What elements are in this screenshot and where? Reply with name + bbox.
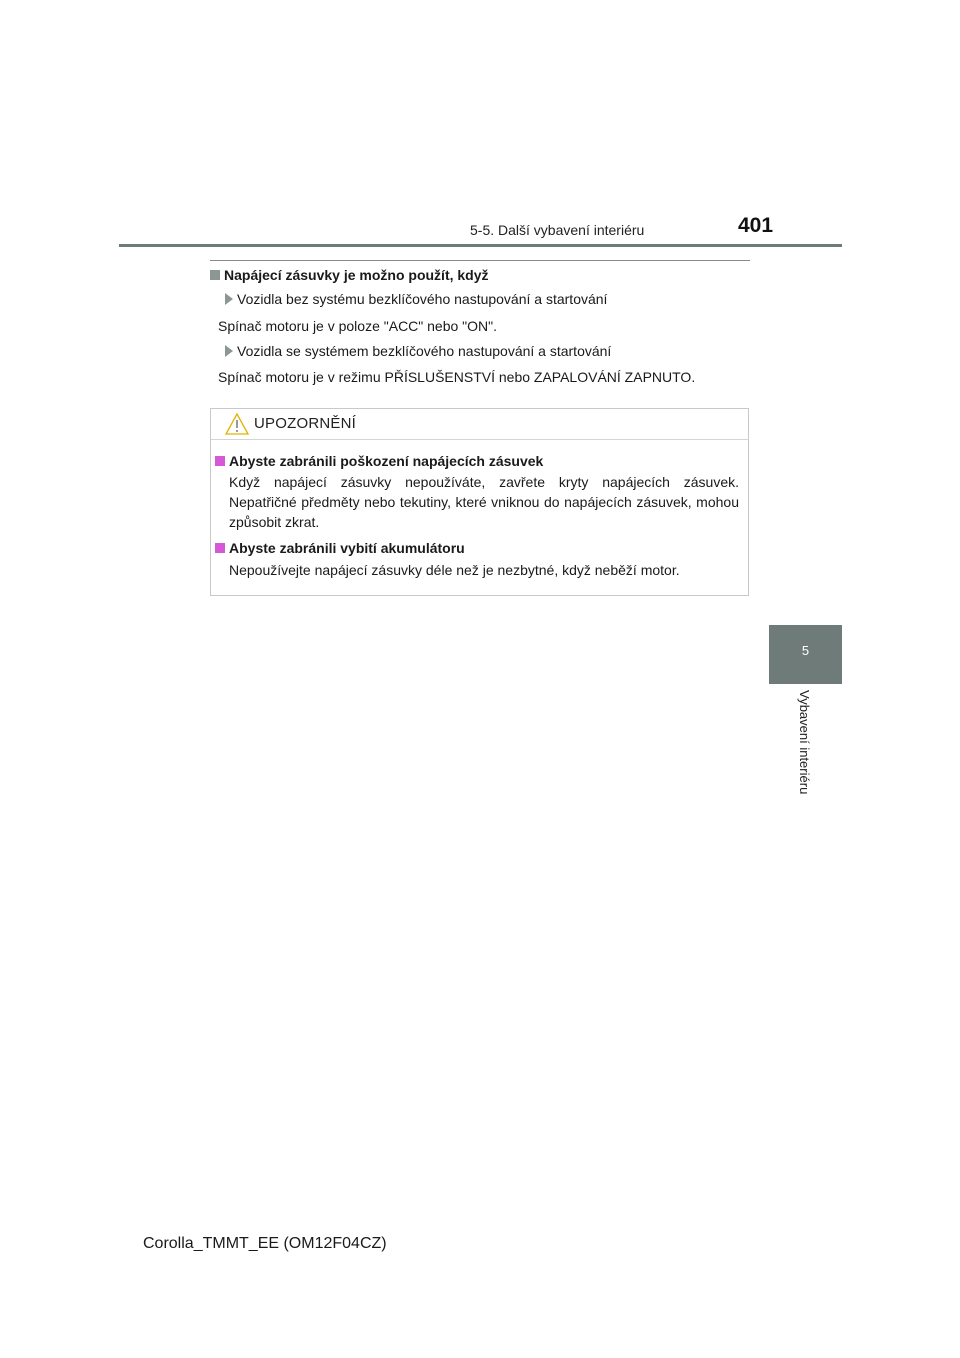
warning-title: UPOZORNĚNÍ [254,415,357,432]
section-heading-text: Napájecí zásuvky je možno použít, když [224,267,489,283]
chapter-tab-number: 5 [801,643,810,658]
warning-header-divider [211,439,749,440]
header-divider [119,244,842,247]
condition-result-1: Spínač motoru je v poloze "ACC" nebo "ON". [218,318,498,334]
warning-triangle-icon [224,412,250,436]
warning-subheading-2 [215,540,465,556]
square-bullet-icon [215,456,225,466]
condition-text: Vozidla bez systému bezklíčového nastupování a startování [237,291,608,307]
warning-paragraph-1: Když napájecí zásuvky nepoužíváte, zavřete kryty napájecích zásuvek. Nepatřičné předměty nebo tekutiny, které vniknou do napájecích zásuvek, mohou způsobit zkrat. [229,474,739,530]
condition-text: Vozidla se systémem bezklíčového nastupování a startování [237,343,612,359]
warning-paragraph-2: Nepoužívejte napájecí zásuvky déle než je nezbytné, když neběží motor. [229,562,680,578]
warning-subheading-text: Abyste zabránili vybití akumulátoru [229,540,465,556]
warning-subheading-text: Abyste zabránili poškození napájecích zásuvek [229,453,544,469]
condition-item-1 [225,291,607,307]
square-bullet-icon [215,543,225,553]
triangle-bullet-icon [225,345,233,357]
content-divider [210,260,750,261]
condition-result-2: Spínač motoru je v režimu PŘÍSLUŠENSTVÍ nebo ZAPALOVÁNÍ ZAPNUTO. [218,369,696,385]
chapter-tab-label: Vybavení interiéru [797,690,812,795]
header-section-title: 5-5. Další vybavení interiéru [470,222,645,238]
footer-document-id: Corolla_TMMT_EE (OM12F04CZ) [143,1235,387,1252]
page-number: 401 [738,214,774,237]
square-bullet-icon [210,270,220,280]
warning-subheading-1 [215,453,543,469]
triangle-bullet-icon [225,293,233,305]
section-heading [210,267,489,283]
condition-item-2 [225,343,611,359]
